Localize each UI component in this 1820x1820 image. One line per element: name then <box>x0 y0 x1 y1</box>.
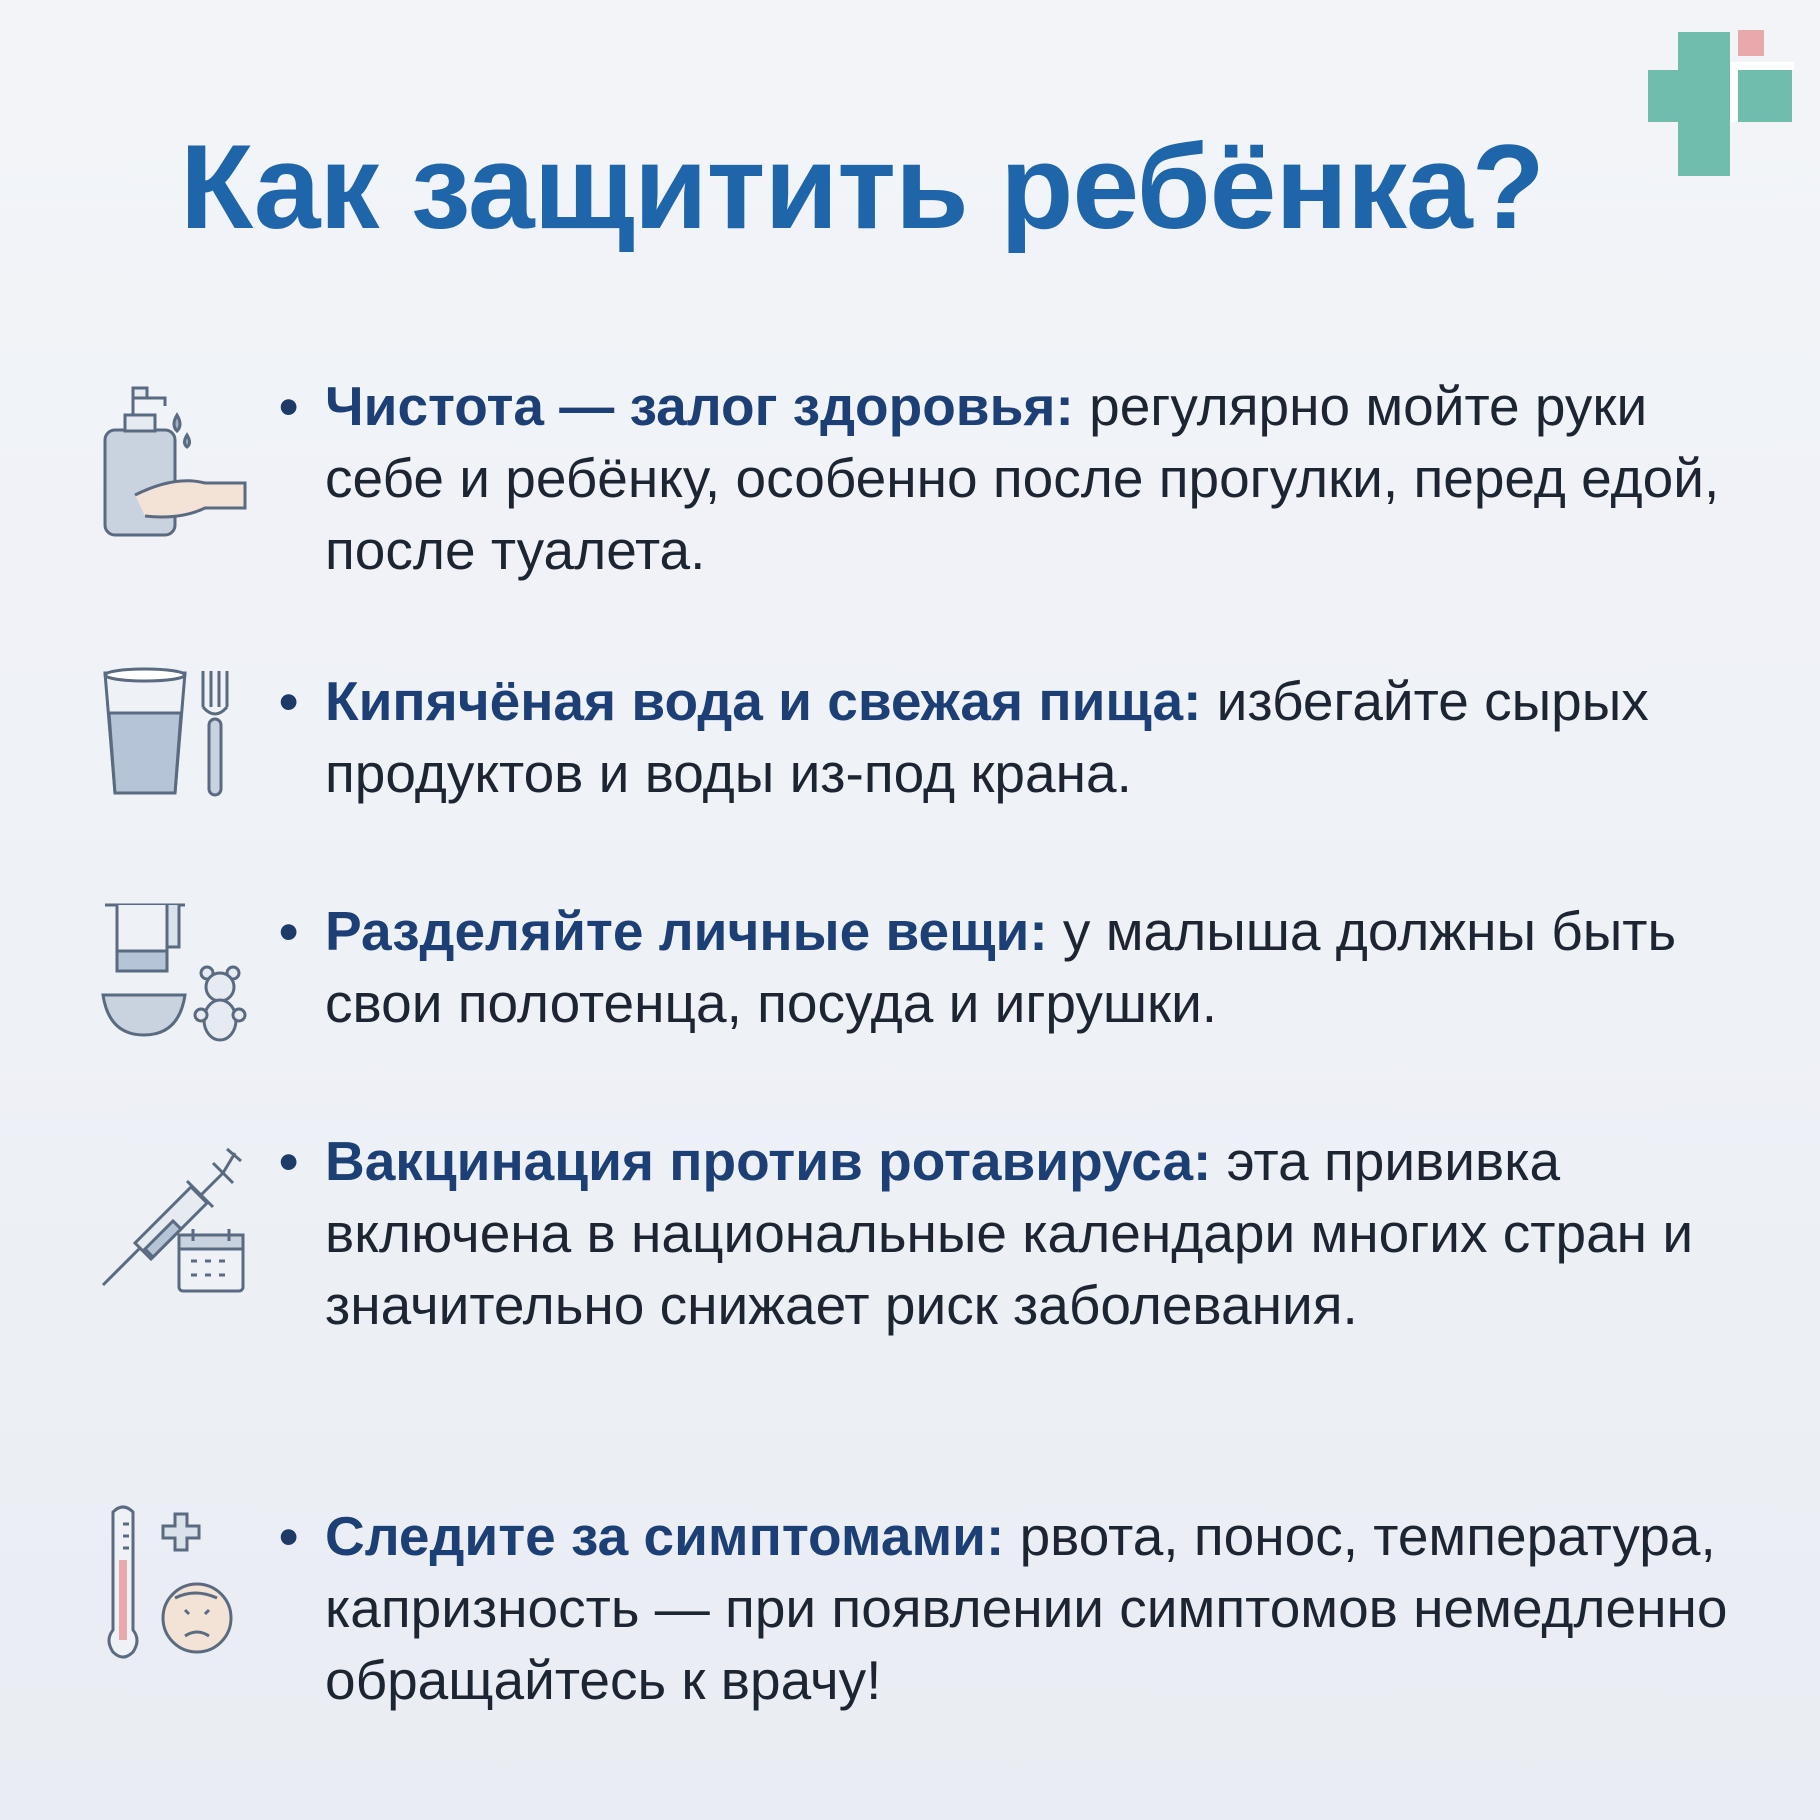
item-lead: Разделяйте личные вещи: <box>325 900 1048 962</box>
item-text <box>279 665 1735 809</box>
towel-bowl-teddy-icon <box>95 895 255 1055</box>
item-lead: Чистота — залог здоровья: <box>325 375 1074 437</box>
water-glass-fork-icon <box>95 665 255 825</box>
item-text <box>279 370 1735 586</box>
bottom-fade <box>0 1760 1820 1820</box>
item-text <box>279 895 1735 1039</box>
page-title: Как защитить ребёнка? <box>180 120 1544 254</box>
item-lead: Кипячёная вода и свежая пища: <box>325 670 1202 732</box>
syringe-calendar-icon <box>95 1135 255 1295</box>
clinic-cross-logo <box>1646 30 1794 178</box>
bullet: • <box>279 1505 299 1567</box>
bullet: • <box>279 375 299 437</box>
item-body: регулярно мойте руки себе и ребёнку, особенно после прогулки, перед едой, после туалета. <box>325 375 1720 581</box>
item-lead: Вакцинация против ротавируса: <box>325 1130 1212 1192</box>
bullet: • <box>279 900 299 962</box>
item-body: рвота, понос, температура, капризность — при появлении симптомов немедленно обращайтесь к врачу! <box>325 1505 1728 1711</box>
bullet: • <box>279 1130 299 1192</box>
item-text <box>279 1500 1735 1716</box>
item-body: избегайте сырых продуктов и воды из-под крана. <box>325 670 1649 804</box>
item-text <box>279 1125 1735 1341</box>
item-body: у малыша должны быть свои полотенца, посуда и игрушки. <box>325 900 1677 1034</box>
thermometer-sick-child-icon <box>95 1500 255 1660</box>
soap-dispenser-hands-icon <box>95 380 255 540</box>
bullet: • <box>279 670 299 732</box>
item-body: эта прививка включена в национальные календари многих стран и значительно снижает риск заболевания. <box>325 1130 1694 1336</box>
item-lead: Следите за симптомами: <box>325 1505 1005 1567</box>
